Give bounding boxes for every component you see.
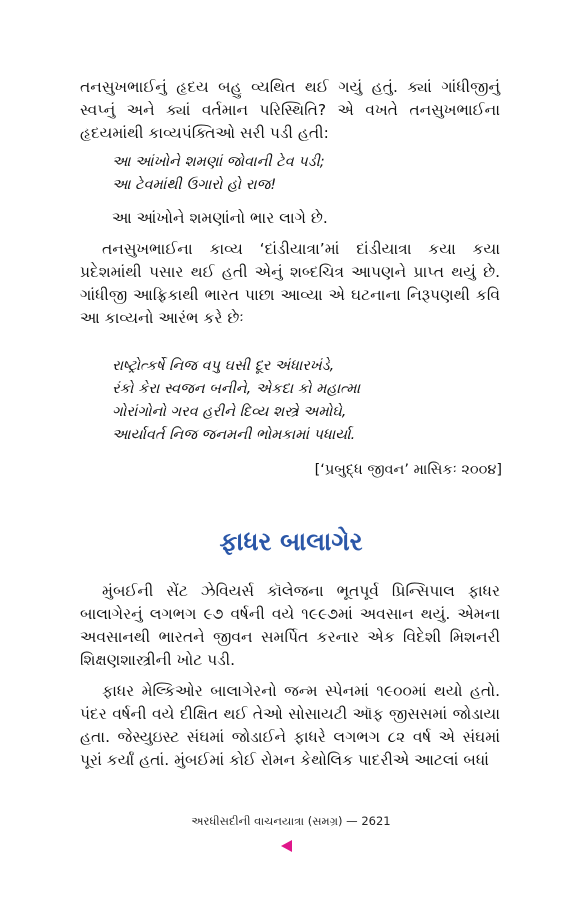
verse-line: આર્યાવર્ત નિજ જનમની ભોમકામાં પધાર્યા. xyxy=(112,427,356,443)
verse-block-1 xyxy=(112,151,512,197)
verse-line: રંકો કેરા સ્વજન બનીને, એકદા કો મહાત્મા xyxy=(112,381,361,397)
section-heading: ફાધર બાલાગેર xyxy=(219,527,363,556)
source-citation: [‘પ્રબુદ્ધ જીવન’ માસિકઃ ૨૦૦૪] xyxy=(314,462,502,478)
verse-block-2 xyxy=(112,355,512,447)
verse-line: આ ટેવમાંથી ઉગારો હો રાજ! xyxy=(112,177,277,193)
intro-paragraph: તનસુખભાઈનું હૃદય બહુ વ્યથિત થઈ ગયું હતું. ક્યાં ગાંધીજીનું સ્વપ્નું અને ક્યાં વર્તમાન પરિસ્થિતિ? એ વખતે તનસુખભાઈના હૃદયમાંથી કાવ્યપંક્તિઓ સરી પડી હતી: xyxy=(80,78,500,142)
dandiyatra-paragraph: તનસુખભાઈના કાવ્ય ‘દાંડીયાત્રા’માં દાંડીયાત્રા કયા કયા પ્રદેશમાંથી પસાર થઈ હતી એનું શબ્દચિત્ર આપણને પ્રાપ્ત થયું છે. ગાંધીજી આફ્રિકાથી ભારત પાછા આવ્યા એ ઘટનાના નિરૂપણથી કવિ આ કાવ્યનો આરંભ કરે છેઃ xyxy=(80,240,500,327)
page-footer: અરધીસદીની વાચનયાત્રા (સમગ્ર) — 2621 xyxy=(191,814,391,828)
verse-line: રાષ્ટ્રોત્કર્ષે નિજ વપુ ઘસી દૂર અંધારખંડે, xyxy=(112,358,335,374)
verse-line: આ આંખોને શમણાં જોવાની ટેવ પડી; xyxy=(112,154,325,170)
balager-intro-paragraph: મુંબઈની સેંટ ઝેવિયર્સ કૉલેજના ભૂતપૂર્વ પ્રિન્સિપાલ ફાધર બાલાગેરનું લગભગ ૯૭ વર્ષની વયે ૧૯૯૭માં અવસાન થયું. એમના અવસાનથી ભારતને જીવન સમર્પિત કરનાર એક વિદેશી મિશનરી શિક્ષણશાસ્ત્રીની ખોટ પડી. xyxy=(80,582,500,669)
after-verse-line: આ આંખોને શમણાંનો ભાર લાગે છે. xyxy=(112,209,328,227)
verse-line: ગોરાંગોનો ગરવ હરીને દિવ્ય શસ્ત્રે અમોઘે, xyxy=(112,404,347,420)
left-triangle-arrow-icon[interactable] xyxy=(281,840,292,852)
balager-bio-paragraph: ફાધર મેલ્કિઓર બાલાગેરનો જન્મ સ્પેનમાં ૧૯૦૦માં થયો હતો. પંદર વર્ષની વયે દીક્ષિત થઈ તેઓ સોસાયટી ઑફ જીસસમાં જોડાયા હતા. જેસ્યુઇસ્ટ સંઘમાં જોડાઈને ફાધરે લગભગ ૮૨ વર્ષ એ સંઘમાં પૂરાં કર્યાં હતાં. મુંબઈમાં કોઈ રોમન કેથોલિક પાદરીએ આટલાં બધાં xyxy=(80,682,500,769)
